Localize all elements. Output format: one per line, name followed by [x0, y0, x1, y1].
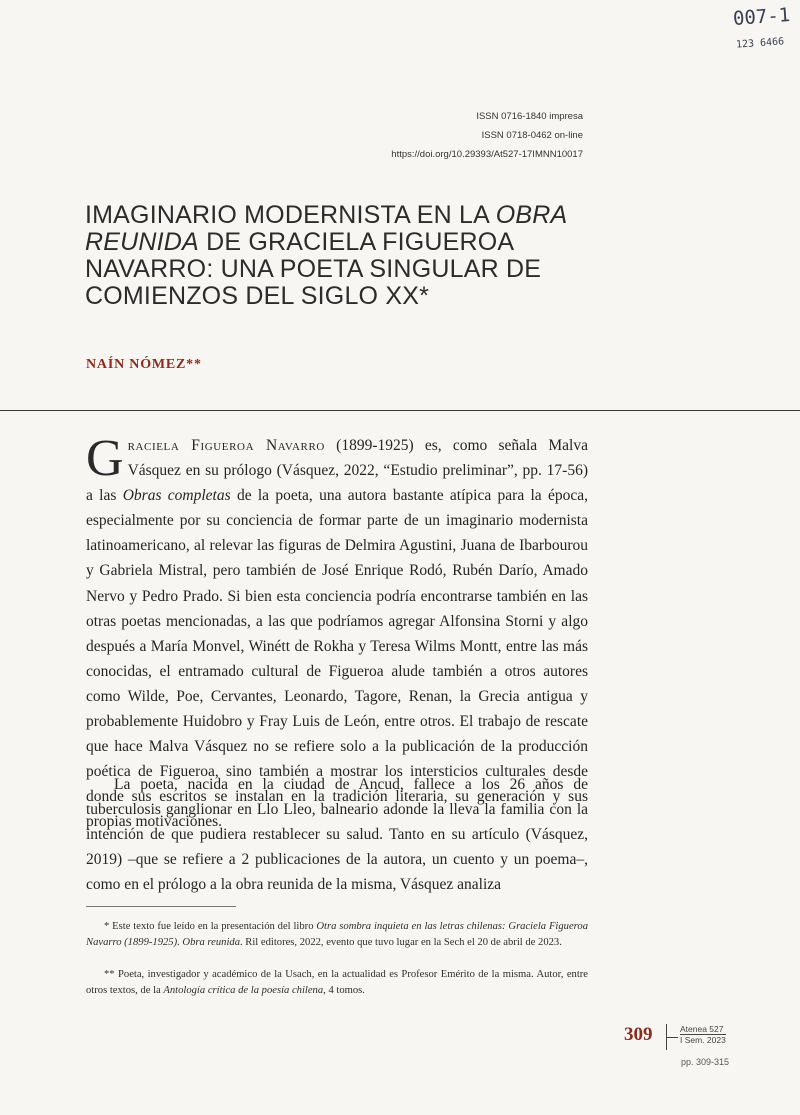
p1-italic: Obras completas: [122, 487, 231, 505]
title-italic-2: REUNIDA: [85, 228, 199, 256]
article-title: [85, 202, 605, 310]
page-number: 309: [624, 1024, 653, 1045]
title-part-2: DE GRACIELA FIGUEROA NAVARRO: UNA POETA SINGULAR DE COMIENZOS DEL SIGLO XX*: [85, 228, 542, 310]
body-paragraph-2: La poeta, nacida en la ciudad de Ancud, fallece a los 26 años de tuberculosis ganglionar en Llo Lleo, balneario adonde la lleva la familia con la intención de que pudiera restablecer su salud. Tanto en su artículo (Vásquez, 2019) –que se refiere a 2 publicaciones de la autora, un cuento y un poema–, como en el prólogo a la obra reunida de la misma, Vásquez analiza: [86, 776, 588, 894]
journal-issue: Atenea 527: [680, 1024, 724, 1034]
footnote-2: [86, 967, 588, 999]
footnote-1: [86, 919, 588, 951]
journal-info: [680, 1024, 726, 1045]
issn-online: ISSN 0718-0462 on-line: [481, 130, 583, 141]
fn2-text-b: , 4 tomos.: [323, 985, 365, 996]
header-divider: [0, 410, 800, 411]
fn1-italic: Otra sombra inquieta en las letras chilenas: Graciela Figueroa Navarro (1899-1925). Obra reunida: [86, 921, 588, 948]
handwritten-code: 123 6466: [735, 36, 785, 51]
footer-separator-tick: [666, 1037, 678, 1038]
page-range: pp. 309-315: [681, 1057, 730, 1067]
p1-text-b: de la poeta, una autora bastante atípica para la época, especialmente por su conciencia de formar parte de un imaginario modernista latinoamericano, al relevar las figuras de Delmira Agustini, Juana de Ibarbourou y Gabriela Mistral, pero también de José Enrique Rodó, Rubén Darío, Amado Nervo y Pedro Prado. Si bien esta conciencia podría encontrarse también en las otras poetas mencionadas, a las que podríamos agregar Alfonsina Storni y algo después a María Monvel, Winétt de Rokha y Teresa Wilms Montt, entre las más conocidas, el entramado cultural de Figueroa alude también a otros autores como Wilde, Poe, Cervantes, Leonardo, Tagore, Renan, la Grecia antigua y probablemente Huidobro y Fray Luis de León, entre otros. El trabajo de rescate que hace Malva Vásquez no se refiere solo a la publicación de la producción poética de Figueroa, sino también a mostrar los intersticios culturales desde donde sus escritos se instalan en la tradición literaria, su generación y sus propias motivaciones.: [86, 487, 589, 831]
lead-name: raciela Figueroa Navarro: [127, 437, 325, 454]
fn1-text-a: * Este texto fue leído en la presentación del libro: [104, 921, 317, 932]
footnote-divider: [86, 906, 236, 907]
title-part-1: IMAGINARIO MODERNISTA EN LA: [85, 201, 496, 229]
fn1-text-b: . Ril editores, 2022, evento que tuvo lugar en la Sech el 20 de abril de 2023.: [240, 937, 562, 948]
issn-print: ISSN 0716-1840 impresa: [476, 111, 583, 122]
p1-text-a: (1899-1925) es, como señala Malva Vásquez en su prólogo (Vásquez, 2022, “Estudio preliminar”, pp. 17-56) a las: [86, 437, 588, 505]
drop-cap: G: [86, 430, 124, 487]
fn2-italic: Antología crítica de la poesía chilena: [163, 985, 324, 996]
journal-semester: I Sem. 2023: [680, 1035, 726, 1045]
fn2-text-a: ** Poeta, investigador y académico de la Usach, en la actualidad es Profesor Emérito de la misma. Autor, entre otros textos, de la: [86, 969, 588, 996]
author-name: NAÍN NÓMEZ**: [86, 357, 202, 372]
doi-link[interactable]: https://doi.org/10.29393/At527-17IMNN10017: [391, 149, 583, 160]
title-italic-1: OBRA: [495, 201, 568, 229]
handwritten-reference: 007-1: [732, 4, 791, 30]
